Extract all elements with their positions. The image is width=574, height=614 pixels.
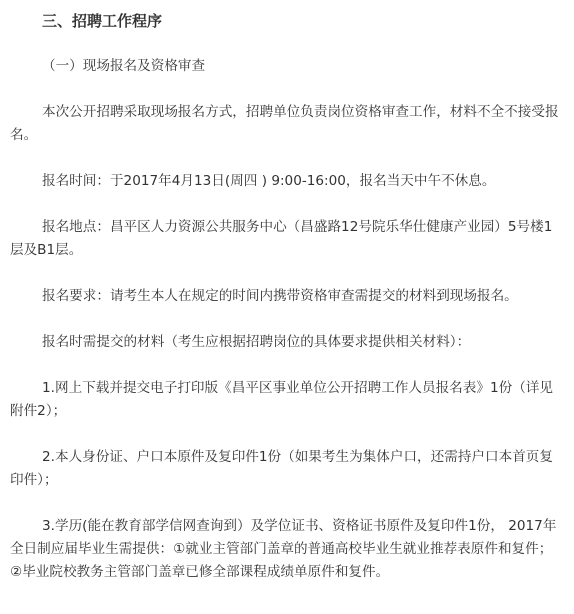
paragraph-material-3: 3.学历(能在教育部学信网查询到）及学位证书、资格证书原件及复印件1份， 2017年全日制应届毕业生需提供：①就业主管部门盖章的普通高校毕业生就业推荐表原件和复件；②毕业院校教务主管部门盖章已修全部课程成绩单原件和复件。 <box>10 518 557 580</box>
paragraph-material-1: 1.网上下载并提交电子打印版《昌平区事业单位公开招聘工作人员报名表》1份（详见附件2）； <box>10 380 553 419</box>
paragraph-registration-location: 报名地点：昌平区人力资源公共服务中心（昌盛路12号院乐华仕健康产业园）5号楼1层及B1层。 <box>10 219 553 258</box>
section-subheading: （一）现场报名及资格审查 <box>42 58 206 74</box>
paragraph-registration-requirement: 报名要求：请考生本人在规定的时间内携带资格审查需提交的材料到现场报名。 <box>42 288 518 304</box>
paragraph-materials-intro: 报名时需提交的材料（考生应根据招聘岗位的具体要求提供相关材料）： <box>42 334 471 350</box>
section-heading: 三、招聘工作程序 <box>42 12 163 30</box>
paragraph-registration-method: 本次公开招聘采取现场报名方式，招聘单位负责岗位资格审查工作，材料不全不接受报名。 <box>10 104 559 143</box>
paragraph-registration-time: 报名时间：于2017年4月13日(周四 ) 9:00-16:00，报名当天中午不休息。 <box>42 173 496 189</box>
paragraph-material-2: 2.本人身份证、户口本原件及复印件1份（如果考生为集体户口，还需持户口本首页复印件）； <box>10 449 553 488</box>
